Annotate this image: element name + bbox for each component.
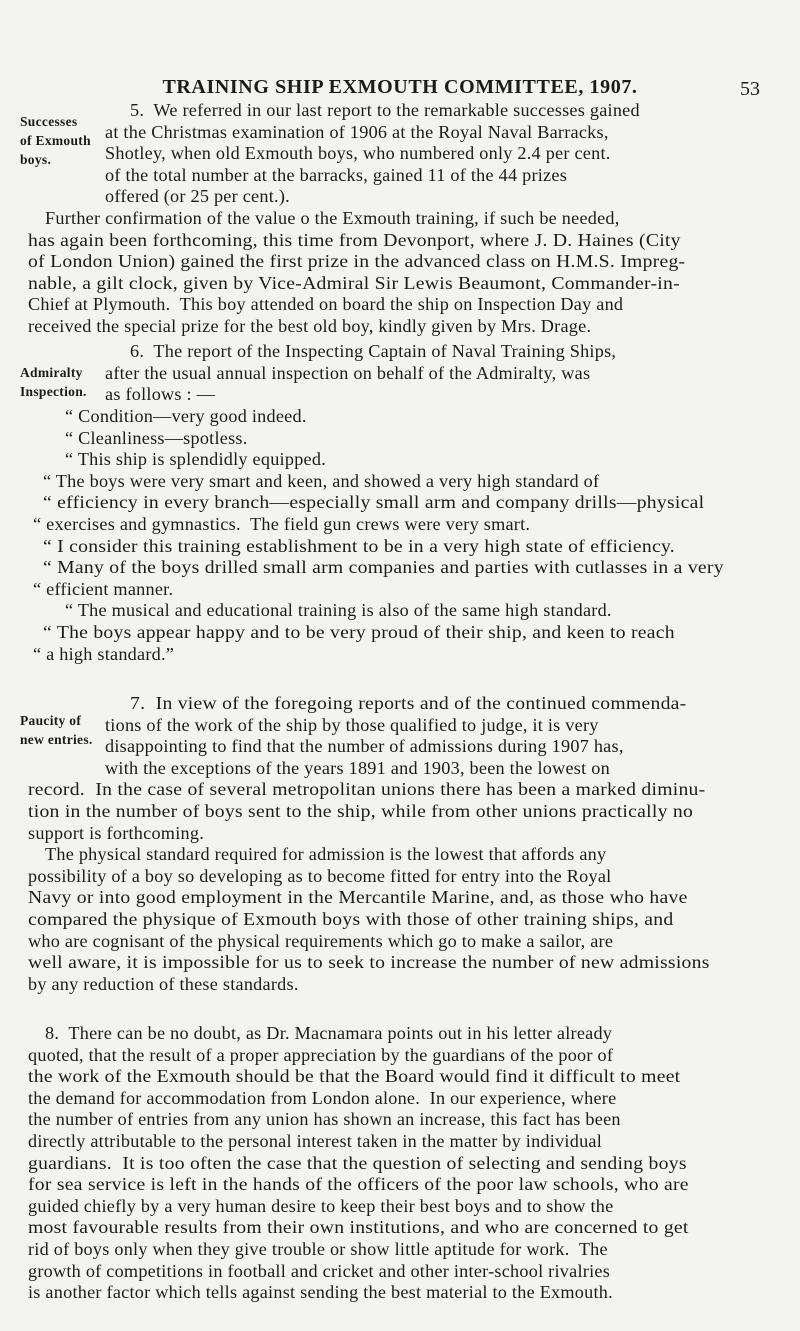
- margin-note-paucity: new entries.: [20, 732, 93, 747]
- page-number: 53: [740, 78, 760, 100]
- p6_quote-line: “ efficient manner.: [33, 578, 174, 599]
- p8-line: growth of competitions in football and cricket and other inter-school rivalries: [28, 1260, 611, 1281]
- p8-line: rid of boys only when they give trouble or show little aptitude for work. The: [28, 1239, 608, 1259]
- p5-line: at the Christmas examination of 1906 at the Royal Naval Barracks,: [105, 121, 609, 142]
- p8-line: the demand for accommodation from London alone. In our experience, where: [28, 1087, 617, 1108]
- p6_quote-line: “ The boys appear happy and to be very proud of their ship, and keen to reach: [43, 622, 675, 642]
- p7-line: compared the physique of Exmouth boys with those of other training ships, and: [28, 909, 674, 929]
- p5-line: has again been forthcoming, this time from Devonport, where J. D. Haines (City: [28, 229, 681, 250]
- p8-line: 8. There can be no doubt, as Dr. Macnamara points out in his letter already: [45, 1023, 613, 1043]
- p8-line: is another factor which tells against sending the best material to the Exmouth.: [28, 1282, 613, 1303]
- p5-line: of the total number at the barracks, gained 11 of the 44 prizes: [105, 164, 568, 185]
- p7-line: support is forthcoming.: [28, 822, 204, 843]
- p6_quote-line: “ The musical and educational training is also of the same high standard.: [65, 600, 612, 621]
- p6_quote-line: “ exercises and gymnastics. The field gun crews were very smart.: [33, 514, 531, 534]
- margin-note-paucity: Paucity of: [20, 713, 82, 728]
- p8-line: guardians. It is too often the case that the question of selecting and sending boys: [28, 1152, 687, 1173]
- p7-line: who are cognisant of the physical requirements which go to make a sailor, are: [28, 930, 614, 951]
- p5-line: received the special prize for the best old boy, kindly given by Mrs. Drage.: [28, 316, 592, 336]
- p5-line: Chief at Plymouth. This boy attended on board the ship on Inspection Day and: [28, 294, 624, 315]
- p8-line: most favourable results from their own institutions, and who are concerned to get: [28, 1217, 689, 1238]
- running-header: [20, 52, 780, 100]
- p5-line: Shotley, when old Exmouth boys, who numbered only 2.4 per cent.: [105, 143, 611, 164]
- p7-line: tion in the number of boys sent to the ship, while from other unions practically no: [28, 801, 694, 821]
- p7-line: Navy or into good employment in the Mercantile Marine, and, as those who have: [28, 887, 688, 908]
- p8-line: the number of entries from any union has shown an increase, this fact has been: [28, 1109, 621, 1130]
- p7-line: record. In the case of several metropolitan unions there has been a marked diminu-: [28, 779, 706, 800]
- p7-line: disappointing to find that the number of admissions during 1907 has,: [105, 736, 624, 757]
- margin-note-admiralty: Admiralty: [20, 365, 83, 380]
- p6_quote-line: “ This ship is splendidly equipped.: [65, 449, 327, 470]
- p8-line: the work of the Exmouth should be that the Board would find it difficult to meet: [28, 1066, 681, 1087]
- p6_quote-line: “ a high standard.”: [33, 643, 175, 664]
- margin-note-successes: Successes: [20, 114, 78, 129]
- p7-line: with the exceptions of the years 1891 and 1903, been the lowest on: [105, 757, 610, 778]
- p8-line: directly attributable to the personal interest taken in the matter by individual: [28, 1131, 603, 1151]
- p5-line: of London Union) gained the first prize in the advanced class on H.M.S. Impreg-: [28, 251, 686, 272]
- p6_intro-line: as follows : —: [105, 384, 216, 405]
- p7-line: well aware, it is impossible for us to seek to increase the number of new admissions: [28, 952, 710, 973]
- p7-line: tions of the work of the ship by those qualified to judge, it is very: [105, 714, 599, 735]
- margin-note-successes: boys.: [20, 152, 52, 167]
- p5-line: 5. We referred in our last report to the remarkable successes gained: [130, 100, 640, 120]
- p6_quote-line: “ efficiency in every branch—especially small arm and company drills—physical: [43, 492, 705, 513]
- p6_intro-line: 6. The report of the Inspecting Captain of Naval Training Ships,: [130, 341, 617, 361]
- p5-line: offered (or 25 per cent.).: [105, 186, 290, 207]
- page-title: TRAINING SHIP EXMOUTH COMMITTEE, 1907.: [162, 76, 638, 98]
- p6_quote-line: “ The boys were very smart and keen, and showed a very high standard of: [43, 470, 600, 491]
- p6_intro-line: after the usual annual inspection on behalf of the Admiralty, was: [105, 362, 591, 383]
- p5-line: nable, a gilt clock, given by Vice-Admiral Sir Lewis Beaumont, Commander-in-: [28, 272, 680, 293]
- p6_quote-line: “ I consider this training establishment to be in a very high state of efficiency.: [43, 535, 675, 556]
- p8-line: quoted, that the result of a proper appreciation by the guardians of the poor of: [28, 1044, 614, 1065]
- p6_quote-line: “ Many of the boys drilled small arm companies and parties with cutlasses in a very: [43, 557, 724, 578]
- p6_quote-line: “ Condition—very good indeed.: [65, 406, 307, 426]
- p7-line: 7. In view of the foregoing reports and of the continued commenda-: [130, 693, 687, 713]
- p7-line: The physical standard required for admission is the lowest that affords any: [45, 844, 607, 865]
- p8-line: guided chiefly by a very human desire to keep their best boys and to show the: [28, 1195, 614, 1216]
- margin-note-admiralty: Inspection.: [20, 384, 87, 399]
- p7-line: possibility of a boy so developing as to become fitted for entry into the Royal: [28, 865, 612, 886]
- margin-note-successes: of Exmouth: [20, 133, 91, 148]
- p8-line: for sea service is left in the hands of the officers of the poor law schools, who are: [28, 1174, 689, 1195]
- p5-line: Further confirmation of the value o the Exmouth training, if such be needed,: [45, 208, 620, 228]
- p7-line: by any reduction of these standards.: [28, 973, 299, 994]
- p6_quote-line: “ Cleanliness—spotless.: [65, 427, 248, 448]
